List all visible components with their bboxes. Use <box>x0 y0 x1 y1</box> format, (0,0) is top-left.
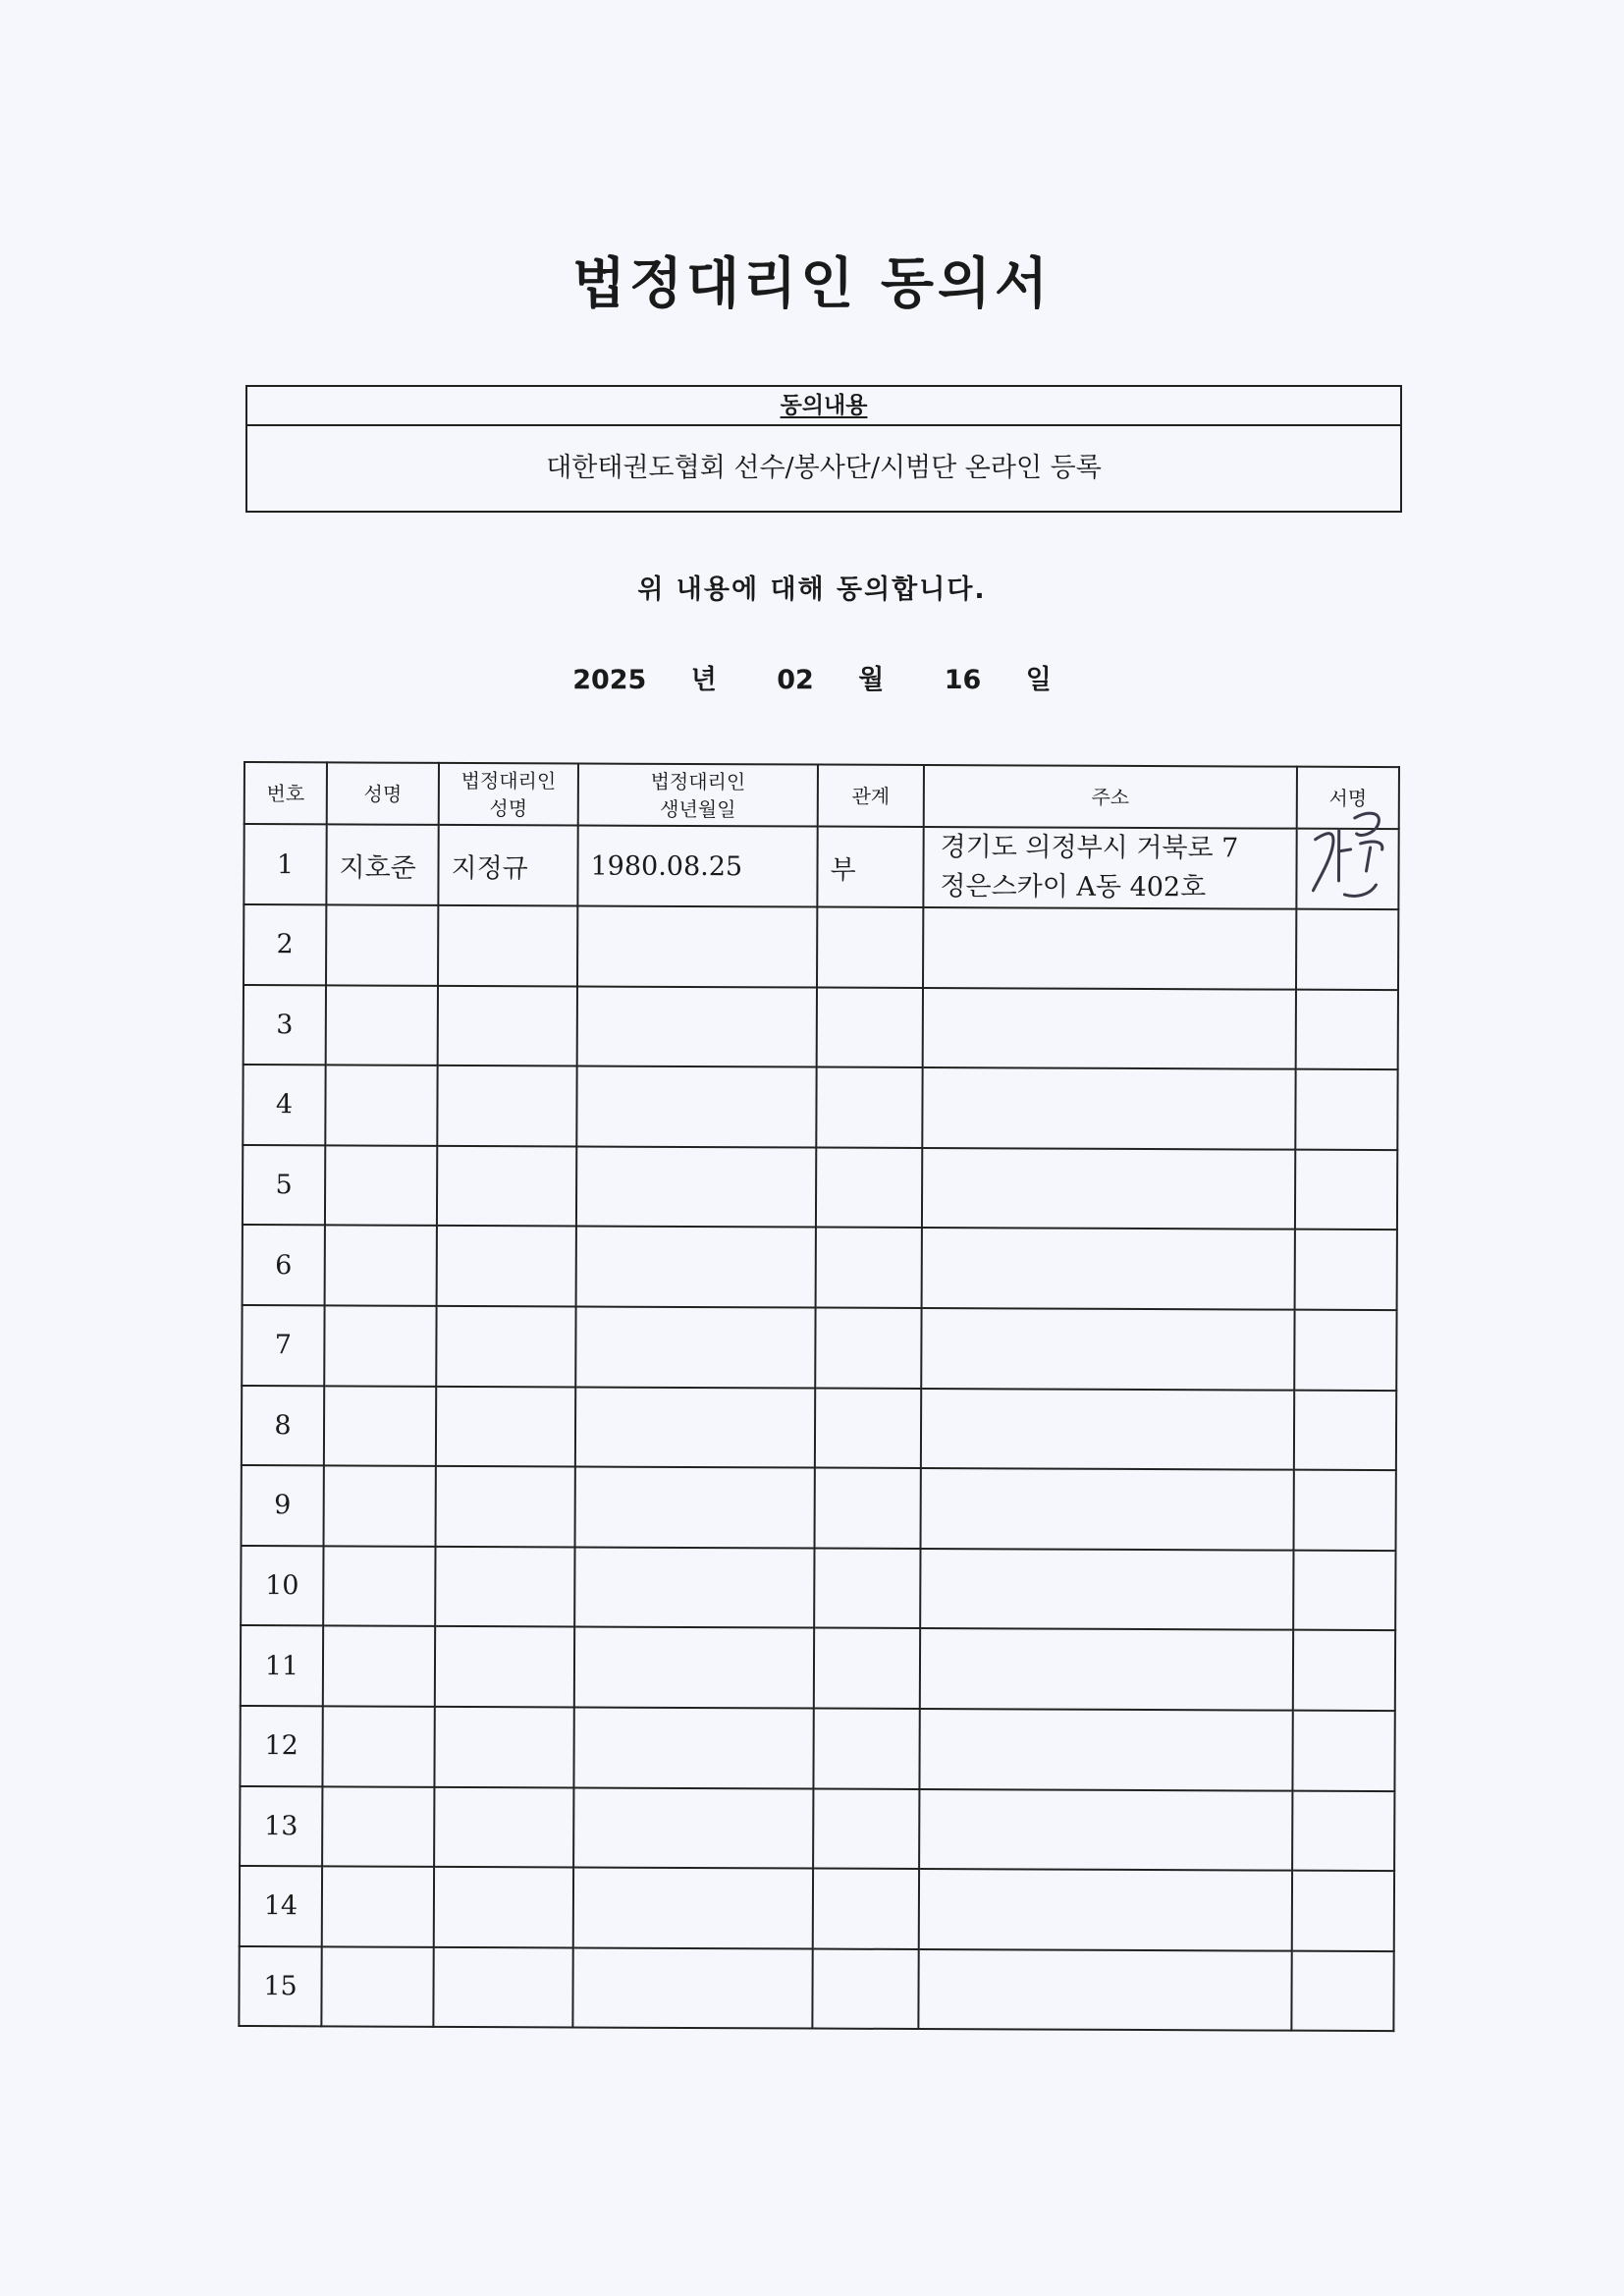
row-address-line2 <box>937 1589 1292 1591</box>
row-guardian-birth <box>573 1868 813 1949</box>
row-name <box>322 1706 434 1786</box>
row-name <box>326 904 438 985</box>
row-no: 11 <box>241 1625 323 1706</box>
row-address-line2 <box>936 1909 1291 1911</box>
row-no: 14 <box>240 1866 322 1946</box>
table-row <box>242 1305 1396 1391</box>
row-no: 13 <box>240 1786 322 1867</box>
row-guardian-name <box>436 1386 575 1466</box>
row-guardian-birth <box>577 905 817 987</box>
header-guardian-birth-line1: 법정대리인 <box>650 769 746 793</box>
row-guardian-name <box>433 1947 572 2028</box>
row-name <box>325 1145 437 1226</box>
row-address-line2 <box>938 1508 1293 1510</box>
row-relation <box>816 1147 922 1228</box>
row-address <box>918 1949 1291 2031</box>
row-guardian-name <box>434 1867 573 1947</box>
row-signature <box>1292 1871 1394 1951</box>
row-address-line2 <box>939 1188 1294 1190</box>
row-signature <box>1293 1550 1395 1630</box>
table-row <box>240 1786 1394 1872</box>
row-relation <box>813 1869 919 1949</box>
row-address-line2 <box>940 1027 1295 1029</box>
row-no: 7 <box>242 1305 324 1386</box>
row-relation <box>815 1308 921 1389</box>
table-row <box>241 1625 1395 1711</box>
table-row <box>243 1225 1397 1310</box>
row-guardian-birth <box>574 1547 814 1628</box>
row-relation <box>817 907 923 988</box>
row-name <box>325 1226 437 1306</box>
date-year: 2025 <box>572 665 647 695</box>
row-name: 지호준 <box>326 824 438 904</box>
table-row <box>242 1465 1396 1551</box>
row-guardian-name <box>438 985 577 1066</box>
row-signature <box>1295 1230 1397 1310</box>
row-signature <box>1292 1711 1394 1791</box>
row-guardian-name <box>437 1226 576 1306</box>
row-guardian-birth <box>575 1387 815 1468</box>
row-address-line2 <box>937 1749 1292 1751</box>
row-no: 8 <box>242 1386 324 1466</box>
row-address-line2 <box>940 948 1295 950</box>
header-address: 주소 <box>924 765 1297 829</box>
row-relation <box>815 1468 921 1549</box>
row-guardian-birth <box>573 1787 813 1869</box>
row-no: 15 <box>239 1946 321 2027</box>
row-relation <box>815 1388 921 1468</box>
row-no: 3 <box>244 985 326 1066</box>
row-no: 9 <box>242 1465 324 1546</box>
header-guardian-name <box>439 763 578 826</box>
row-name <box>326 985 438 1066</box>
row-guardian-name <box>435 1547 574 1627</box>
row-address <box>923 988 1296 1069</box>
table-row <box>244 904 1398 990</box>
handwritten-signature-icon <box>1305 800 1393 908</box>
row-guardian-birth <box>574 1627 814 1709</box>
row-relation <box>817 987 923 1067</box>
row-address <box>921 1389 1294 1470</box>
row-signature <box>1295 1069 1397 1150</box>
row-address-line1 <box>938 1428 1293 1430</box>
row-signature <box>1296 829 1398 909</box>
row-address-line1 <box>937 1749 1292 1751</box>
row-signature <box>1295 1149 1397 1230</box>
table-row <box>240 1706 1394 1791</box>
row-address-line2 <box>938 1348 1293 1350</box>
row-guardian-birth <box>576 1146 816 1228</box>
row-guardian-name <box>436 1306 575 1387</box>
row-address-line1 <box>938 1348 1293 1350</box>
row-signature <box>1294 1470 1396 1551</box>
row-address-line1 <box>936 1829 1291 1831</box>
row-name <box>325 1066 437 1146</box>
row-address <box>923 907 1296 989</box>
row-relation: 부 <box>817 827 923 907</box>
header-no: 번호 <box>244 762 327 824</box>
table-row <box>243 1065 1397 1150</box>
row-guardian-birth: 1980.08.25 <box>577 825 817 906</box>
table-row <box>240 1866 1394 1951</box>
row-guardian-birth <box>575 1306 815 1388</box>
row-name <box>321 1946 433 2027</box>
row-address <box>923 827 1296 909</box>
row-address-line2 <box>937 1668 1292 1670</box>
row-no: 2 <box>244 904 326 985</box>
consent-date <box>0 658 1624 696</box>
table-header-row <box>244 762 1399 829</box>
row-relation <box>814 1628 920 1709</box>
row-address <box>919 1869 1292 1950</box>
consent-heading-text: 동의내용 <box>780 393 868 418</box>
agreement-statement: 위 내용에 대해 동의합니다. <box>637 574 987 605</box>
date-year-unit: 년 <box>690 665 717 695</box>
row-no: 4 <box>243 1065 325 1145</box>
row-address-line2: 정은스카이 A동 402호 <box>940 871 1207 903</box>
row-address-line1 <box>939 1188 1294 1190</box>
row-signature <box>1294 1310 1396 1391</box>
table-row <box>242 1386 1396 1471</box>
row-address-line1 <box>937 1668 1292 1670</box>
row-name <box>322 1786 434 1867</box>
date-day: 16 <box>944 665 982 695</box>
row-guardian-name <box>436 1466 575 1547</box>
row-name <box>324 1305 436 1386</box>
row-address-line1 <box>939 1108 1294 1110</box>
row-guardian-birth <box>575 1467 815 1549</box>
consent-heading <box>247 387 1400 426</box>
row-address <box>920 1549 1293 1630</box>
row-guardian-name <box>437 1146 576 1227</box>
row-relation <box>812 1948 918 2029</box>
row-name <box>324 1386 436 1466</box>
row-address-line2 <box>939 1108 1294 1110</box>
row-address <box>919 1789 1292 1871</box>
row-guardian-name <box>434 1707 573 1787</box>
row-name <box>323 1626 435 1707</box>
header-guardian-name-line2: 성명 <box>489 795 528 820</box>
row-no: 1 <box>244 824 326 904</box>
row-address-line1 <box>938 1508 1293 1510</box>
row-guardian-birth <box>573 1707 813 1788</box>
row-guardian-birth <box>576 1227 816 1308</box>
row-signature <box>1296 989 1398 1069</box>
guardian-table <box>238 761 1400 2032</box>
header-relation: 관계 <box>818 765 924 827</box>
document-title: 법정대리인 동의서 <box>571 252 1053 316</box>
row-signature <box>1292 1790 1394 1871</box>
row-address-line1 <box>939 1268 1294 1270</box>
header-guardian-birth-line2: 생년월일 <box>660 796 736 821</box>
row-no: 6 <box>243 1225 325 1305</box>
date-day-unit: 일 <box>1025 665 1052 695</box>
row-signature <box>1293 1630 1395 1711</box>
header-signature: 서명 <box>1297 767 1399 829</box>
row-no: 12 <box>240 1706 322 1786</box>
row-address <box>922 1067 1295 1149</box>
consent-content-box <box>245 385 1402 513</box>
row-address-line1 <box>937 1589 1292 1591</box>
table-row <box>244 985 1398 1070</box>
header-name: 성명 <box>327 762 439 824</box>
row-address <box>920 1628 1293 1710</box>
row-relation <box>816 1228 922 1308</box>
row-no: 10 <box>241 1546 323 1626</box>
row-guardian-name: 지정규 <box>438 825 577 906</box>
row-signature <box>1296 909 1398 990</box>
row-guardian-birth <box>577 986 817 1067</box>
row-name <box>322 1866 434 1946</box>
date-month: 02 <box>777 665 814 695</box>
row-address-line1 <box>940 1027 1295 1029</box>
row-name <box>323 1546 435 1626</box>
row-address-line2 <box>939 1268 1294 1270</box>
table-row <box>241 1546 1395 1631</box>
header-guardian-name-line1: 법정대리인 <box>460 768 557 793</box>
row-guardian-name <box>437 1066 576 1146</box>
row-guardian-birth <box>572 1947 812 2029</box>
row-address-line1 <box>936 1990 1291 1992</box>
row-guardian-name <box>435 1626 574 1707</box>
row-address-line1 <box>936 1909 1291 1911</box>
row-name <box>324 1466 436 1547</box>
row-address-line1 <box>940 948 1295 950</box>
row-address-line2 <box>938 1428 1293 1430</box>
row-relation <box>816 1067 922 1148</box>
row-address <box>922 1228 1295 1309</box>
row-address-line2 <box>936 1829 1291 1831</box>
row-address-line2 <box>936 1990 1291 1992</box>
row-signature <box>1294 1390 1396 1470</box>
row-address <box>921 1308 1294 1390</box>
table-row <box>244 824 1398 909</box>
row-no: 5 <box>243 1145 325 1226</box>
row-address <box>921 1468 1294 1550</box>
row-address <box>919 1709 1292 1790</box>
row-address-line1: 경기도 의정부시 거북로 7 <box>940 832 1239 864</box>
row-relation <box>813 1788 919 1869</box>
header-guardian-birth <box>578 763 818 826</box>
row-relation <box>814 1548 920 1628</box>
row-guardian-name <box>434 1786 573 1867</box>
table-row <box>243 1145 1397 1230</box>
row-guardian-birth <box>576 1066 816 1148</box>
row-signature <box>1291 1950 1393 2031</box>
row-relation <box>813 1708 919 1788</box>
row-address <box>922 1148 1295 1230</box>
table-row <box>239 1946 1393 2032</box>
row-guardian-name <box>438 905 577 986</box>
consent-content: 대한태권도협회 선수/봉사단/시범단 온라인 등록 <box>546 453 1102 483</box>
date-month-unit: 월 <box>858 665 885 695</box>
